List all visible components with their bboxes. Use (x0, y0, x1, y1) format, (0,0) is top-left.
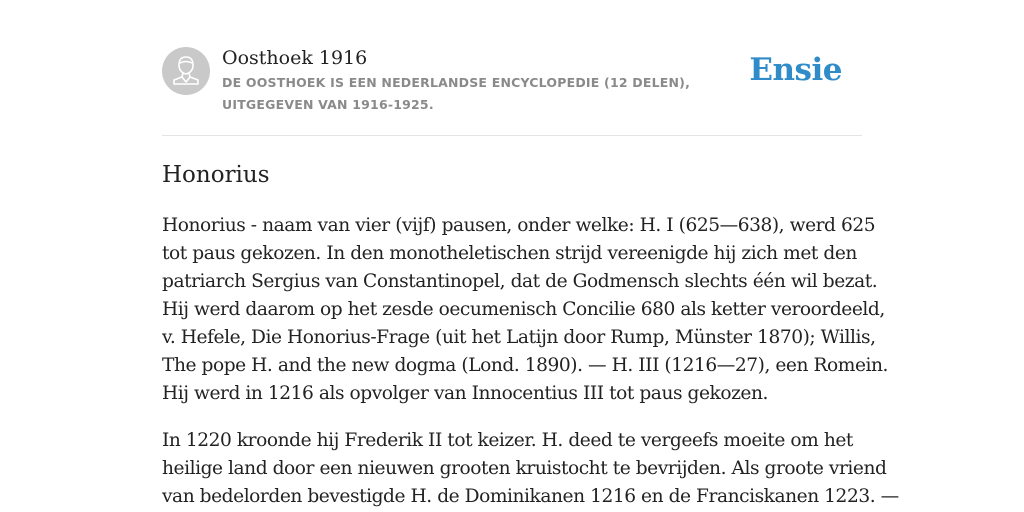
paragraph-line: The pope H. and the new dogma (Lond. 1890). — H. III (1216—27), een Romein. (162, 355, 888, 376)
source-header (162, 46, 862, 116)
paragraph-line: Honorius - naam van vier (vijf) pausen, onder welke: H. I (625—638), werd 625 (162, 215, 876, 236)
header-divider (162, 135, 862, 136)
paragraph-line: v. Hefele, Die Honorius-Frage (uit het Latijn door Rump, Münster 1870); Willis, (162, 327, 876, 348)
paragraph-line: Hij werd in 1216 als opvolger van Innocentius III tot paus gekozen. (162, 383, 768, 404)
article-title: Honorius (162, 162, 270, 188)
paragraph-line: heilige land door een nieuwen grooten kruistocht te bevrijden. Als groote vriend (162, 458, 887, 479)
paragraph-line: van bedelorden bevestigde H. de Dominikanen 1216 en de Franciskanen 1223. — (162, 486, 899, 507)
paragraph-line: patriarch Sergius van Constantinopel, dat de Godmensch slechts één wil bezat. (162, 271, 878, 292)
source-title[interactable]: Oosthoek 1916 (222, 47, 368, 69)
ensie-logo[interactable]: Ensie (749, 52, 842, 88)
article-paragraph (162, 427, 899, 511)
article-paragraph (162, 212, 888, 408)
paragraph-line: In 1220 kroonde hij Frederik II tot keizer. H. deed te vergeefs moeite om het (162, 430, 853, 451)
paragraph-line: tot paus gekozen. In den monotheletischen strijd vereenigde hij zich met den (162, 243, 857, 264)
user-placeholder-icon[interactable] (162, 47, 210, 95)
paragraph-line: Hij werd daarom op het zesde oecumenisch Concilie 680 als ketter veroordeeld, (162, 299, 885, 320)
article-body (162, 212, 899, 512)
source-description: DE OOSTHOEK IS EEN NEDERLANDSE ENCYCLOPEDIE (12 DELEN), UITGEGEVEN VAN 1916-1925. (222, 75, 691, 112)
